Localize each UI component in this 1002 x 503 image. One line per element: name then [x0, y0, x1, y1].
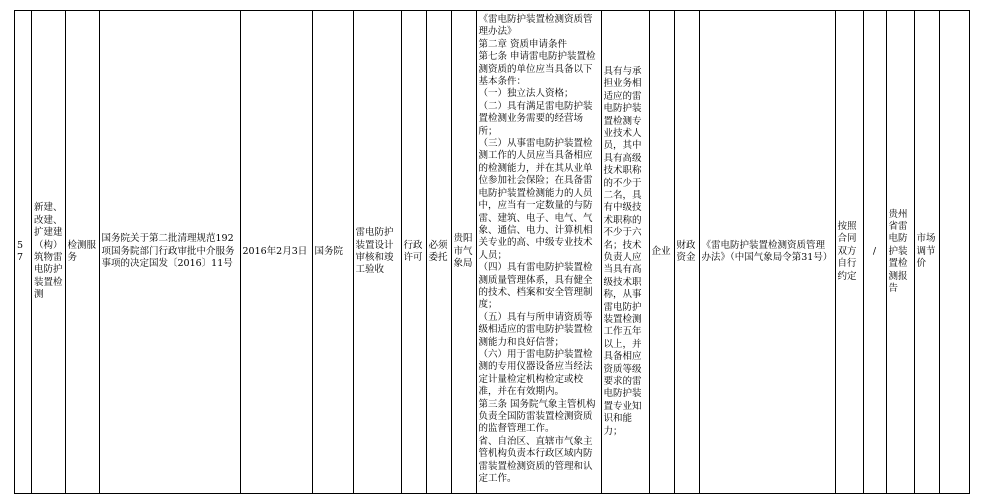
basis-document: 国务院关于第二批清理规范192项国务院部门行政审批中介服务事项的决定国发〔2016〕11号	[99, 11, 240, 494]
qualification-line: 第七条 申请雷电防护装置检测资质的单位应当具备以下基本条件：	[478, 51, 596, 88]
approval-type: 行政许可	[401, 11, 426, 494]
qualification-requirements	[476, 11, 601, 494]
qualification-line: 《雷电防护装置检测资质管理办法》	[478, 14, 593, 38]
entrust-mode: 必须委托	[426, 11, 451, 494]
service-table	[14, 10, 970, 494]
item-name: 新建、改建、扩建建（构）筑物雷电防护装置检测	[32, 11, 66, 494]
row-number: 57	[15, 11, 32, 494]
deliverable: 贵州省雷电防护装置检测报告	[886, 11, 914, 494]
qualification-line: （四）具有雷电防护装置检测质量管理体系，具有健全的技术、档案和安全管理制度；	[478, 262, 593, 311]
personnel-requirements: 具有与承担业务相适应的雷电防护装置检测专业技术人员，其中具有高级技术职称的不少于二名，具有中级技术职称的不少于六名；技术负责人应当具有高级技术职称，从事雷电防护装置检测工作五年以上，并具备相应资质等级要求的雷电防护装置专业知识和能力；	[601, 11, 649, 494]
subject-type: 企业	[649, 11, 674, 494]
qualification-line: （六）用于雷电防护装置检测的专用仪器设备应当经法定计量检定机构检定或校准，并在有效期内。	[478, 348, 593, 398]
service-category: 检测服务	[65, 11, 99, 494]
qualification-line: （五）具有与所申请资质等级相适应的雷电防护装置检测能力和良好信誉；	[478, 311, 593, 348]
qualification-line: 省、自治区、直辖市气象主管机构负责本行政区域内防雷装置检测资质的管理和认定工作。	[478, 435, 593, 485]
related-approval: 雷电防护装置设计审核和竣工验收	[353, 11, 401, 494]
qualification-line: （一）独立法人资格；	[478, 88, 574, 100]
table-row	[15, 11, 970, 494]
legal-basis: 《雷电防护装置检测资质管理办法》（中国气象局令第31号）	[699, 11, 835, 494]
qualification-line: （三）从事雷电防护装置检测工作的人员应当具备相应的检测能力，并在其从业单位参加社会保险；在具备雷电防护装置检测能力的人员中，应当有一定数量的与防雷、建筑、电子、电气、气象、通信、电力、计算机相关专业的高、中级专业技术人员；	[478, 138, 593, 261]
issue-date: 2016年2月3日	[240, 11, 312, 494]
approval-department: 贵阳市气象局	[451, 11, 476, 494]
funding-source: 财政资金	[674, 11, 699, 494]
qualification-line: （二）具有满足雷电防护装置检测业务需要的经营场所；	[478, 100, 593, 137]
charge-basis: 按照合同双方自行约定	[835, 11, 863, 494]
issuing-body: 国务院	[312, 11, 353, 494]
qualification-line: 第二章 资质申请条件	[478, 38, 568, 50]
empty-cell	[939, 11, 969, 494]
slash-mark: /	[863, 11, 886, 494]
pricing-method: 市场调节价	[914, 11, 939, 494]
qualification-line: 第三条 国务院气象主管机构负责全国防雷装置检测资质的监督管理工作。	[478, 398, 596, 435]
